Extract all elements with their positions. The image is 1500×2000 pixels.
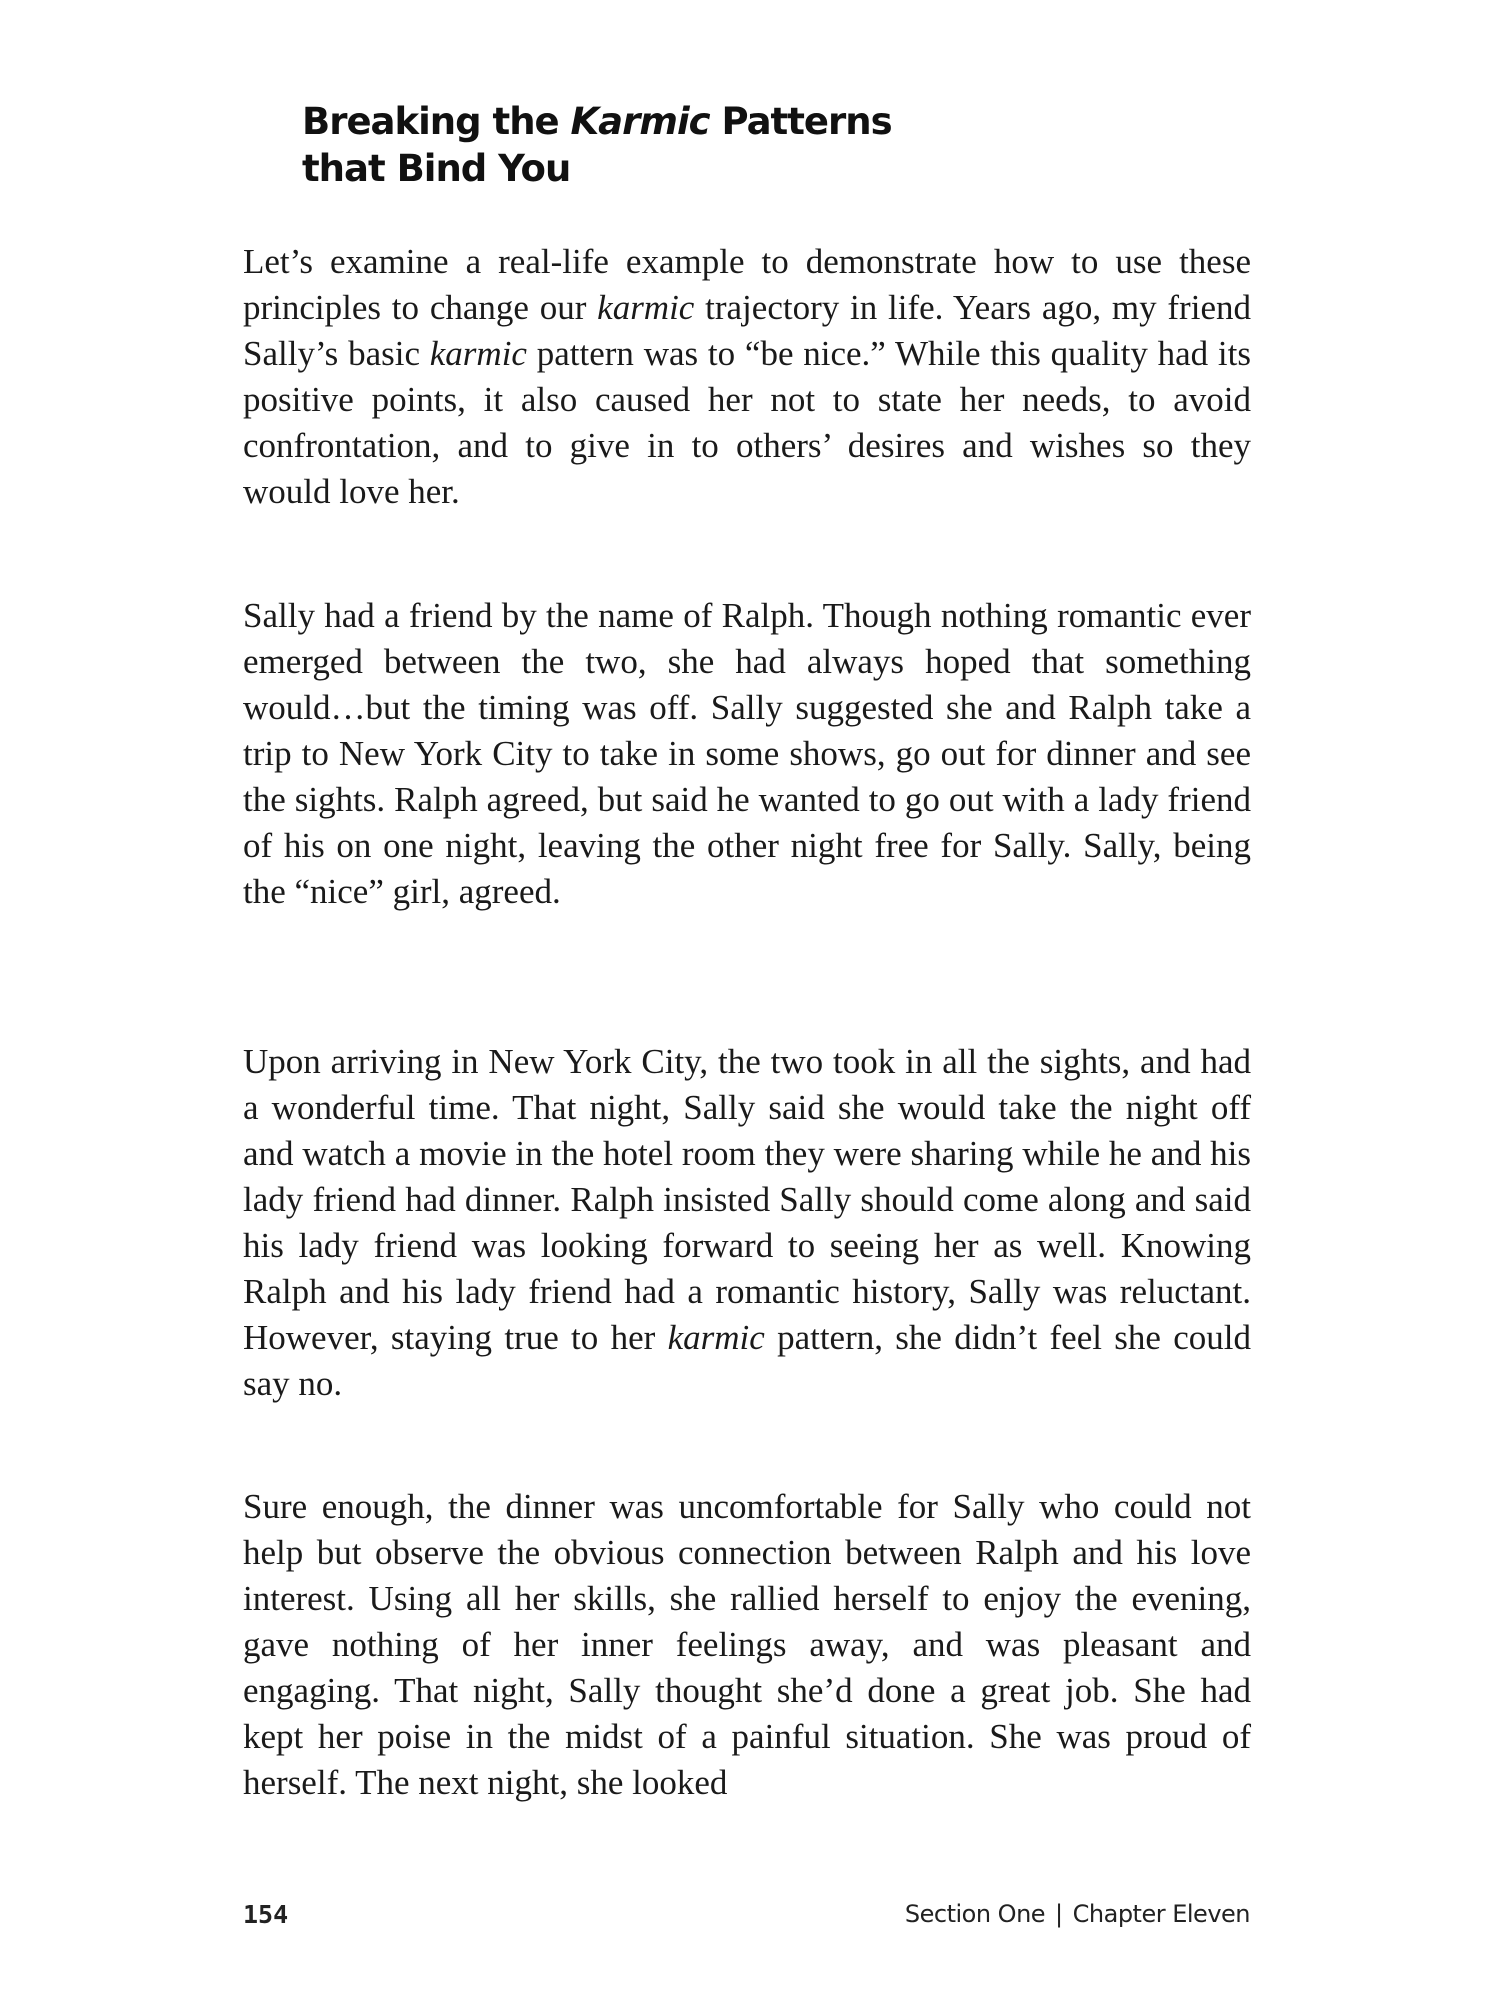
heading-text: Breaking the bbox=[302, 100, 571, 143]
footer-separator: | bbox=[1055, 1900, 1063, 1928]
emphasis-term: karmic bbox=[429, 334, 527, 373]
paragraph-4: Sure enough, the dinner was uncomfortable for Sally who could not help but observe the obvious connection between Ralph and his love interest. Using all her skills, she rallied herself to enjoy the evening, gave nothing of her inner feelings away, and was pleasant and engaging. That night, Sally thought she’d done a great job. She had kept her poise in the midst of a painful situation. She was proud of herself. The next night, she looked bbox=[243, 1487, 1251, 1802]
paragraph-text: pattern, she didn’t feel she could say no. bbox=[243, 1318, 1251, 1403]
footer-section: Section One bbox=[904, 1900, 1046, 1928]
heading-line-2: that Bind You bbox=[302, 147, 571, 190]
paragraph-text: trajectory in life. Years ago, my friend Sally’s basic bbox=[243, 288, 1251, 373]
heading-emphasis: Karmic bbox=[570, 100, 710, 143]
paragraph-text: pattern was to “be nice.” While this quality had its positive points, it also caused her not to state her needs, to avoid confrontation, and to give in to others’ desires and wishes so they would love her. bbox=[243, 334, 1251, 511]
paragraph-text: Upon arriving in New York City, the two took in all the sights, and had a wonderful time. That night, Sally said she would take the night off and watch a movie in the hotel room they were sharing while he and his lady friend had dinner. Ralph insisted Sally should come along and said his lady friend was looking forward to seeing her as well. Knowing Ralph and his lady friend had a romantic history, Sally was reluctant. However, staying true to her bbox=[243, 1042, 1251, 1357]
section-heading bbox=[302, 98, 1062, 192]
heading-text: Patterns bbox=[709, 100, 892, 143]
paragraph-3 bbox=[243, 1039, 1251, 1407]
footer-chapter: Chapter Eleven bbox=[1072, 1900, 1250, 1928]
heading-line-1 bbox=[302, 98, 1062, 145]
emphasis-term: karmic bbox=[667, 1318, 765, 1357]
page-number: 154 bbox=[243, 1900, 289, 1929]
running-footer bbox=[905, 1900, 1250, 1928]
emphasis-term: karmic bbox=[597, 288, 695, 327]
paragraph-1 bbox=[243, 239, 1251, 515]
paragraph-text: Let’s examine a real-life example to demonstrate how to use these principles to change our bbox=[243, 242, 1251, 327]
paragraph-2: Sally had a friend by the name of Ralph. Though nothing romantic ever emerged between the two, she had always hoped that something would…but the timing was off. Sally suggested she and Ralph take a trip to New York City to take in some shows, go out for dinner and see the sights. Ralph agreed, but said he wanted to go out with a lady friend of his on one night, leaving the other night free for Sally. Sally, being the “nice” girl, agreed. bbox=[243, 596, 1251, 911]
